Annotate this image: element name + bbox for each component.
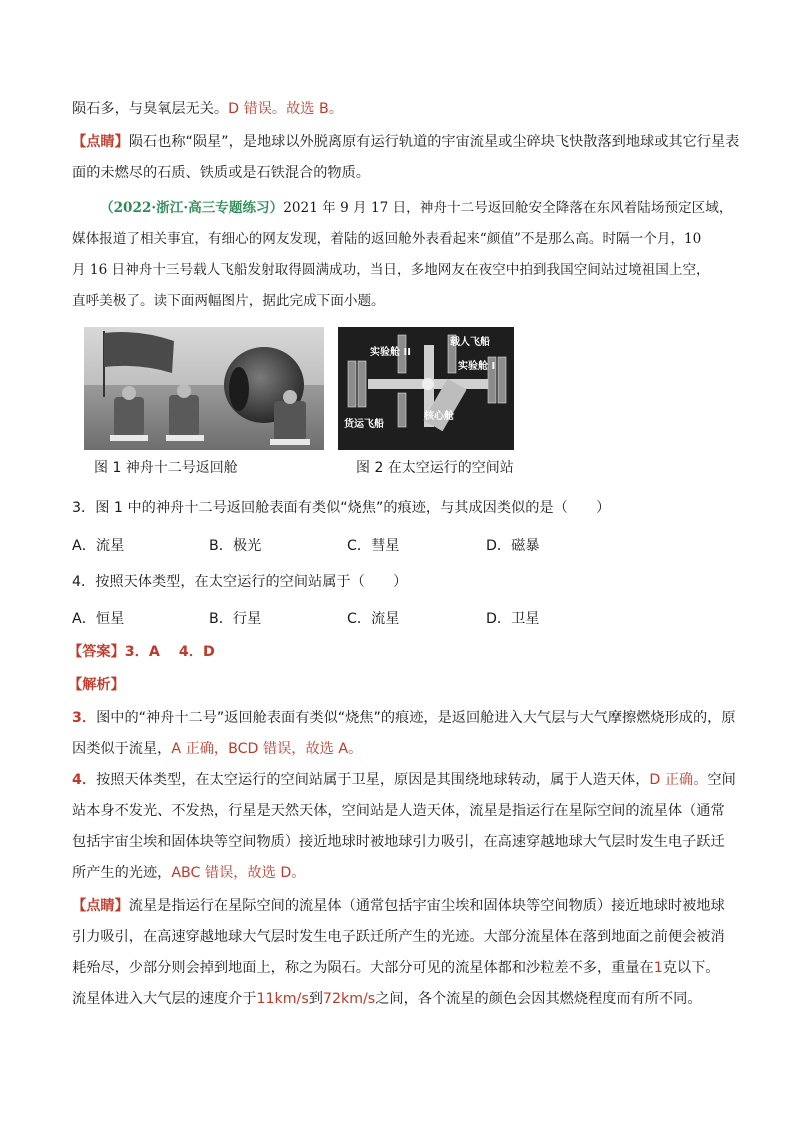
capsule-photo-drawing bbox=[84, 327, 324, 450]
analysis-q3-number: 3． bbox=[72, 710, 97, 726]
tip2-line1 bbox=[72, 896, 725, 916]
answer-label: 【答案】 bbox=[68, 644, 125, 660]
tip2-text3b: 克以下。 bbox=[662, 960, 720, 976]
label-crew-ship: 载人飞船 bbox=[450, 337, 490, 348]
analysis-q4-line1 bbox=[72, 770, 736, 790]
analysis-q4-conclusion: D 正确。 bbox=[649, 772, 708, 788]
analysis-q4-text4: 所产生的光迹， bbox=[72, 865, 172, 881]
tip1-line1 bbox=[72, 132, 740, 152]
tip2-speed-min: 11km/s bbox=[256, 991, 309, 1007]
analysis-q4-line4 bbox=[72, 863, 722, 883]
question-3-stem bbox=[72, 498, 722, 518]
passage-line1 bbox=[100, 198, 750, 218]
figure1-capsule-photo bbox=[84, 327, 324, 450]
tip2-text4a: 流星体进入大气层的速度介于 bbox=[72, 991, 257, 1007]
prev-tail-answer: D 错误。故选 B。 bbox=[228, 101, 343, 117]
label-lab-module-2: 实验舱 II bbox=[370, 347, 411, 358]
analysis-label: 【解析】 bbox=[68, 677, 125, 693]
tip2-text2: 引力吸引，在高速穿越地球大气层时发生电子跃迁所产生的光迹。大部分流星体在落到地面之前便会被消 bbox=[72, 929, 725, 945]
analysis-q3-line1 bbox=[72, 708, 736, 728]
analysis-q4-text1b: 空间 bbox=[707, 772, 736, 788]
question-source: （2022·浙江·高三专题练习） bbox=[100, 200, 284, 216]
tip2-line2 bbox=[72, 927, 725, 947]
analysis-q4-text1: 按照天体类型，在太空运行的空间站属于卫星，原因是其围绕地球转动，属于人造天体， bbox=[96, 772, 650, 788]
label-lab-module-1: 实验舱 I bbox=[458, 361, 496, 372]
q3-option-d: D．磁暴 bbox=[486, 538, 540, 554]
tip1-line2 bbox=[72, 163, 722, 183]
tip2-text1: 流星是指运行在星际空间的流星体（通常包括宇宙尘埃和固体块等空间物质）接近地球时被地球 bbox=[128, 898, 725, 914]
analysis-q4-line3 bbox=[72, 832, 725, 852]
q4-option-d: D．卫星 bbox=[486, 611, 540, 627]
prev-answer-tail bbox=[72, 99, 722, 119]
analysis-q3-text2: 因类似于流星， bbox=[72, 741, 172, 757]
tip2-weight-number: 1 bbox=[653, 960, 663, 976]
passage-text4: 直呼美极了。读下面两幅图片，据此完成下面小题。 bbox=[72, 293, 385, 309]
q4-option-c: C．流星 bbox=[347, 611, 400, 627]
tip1-text2: 面的未燃尽的石质、铁质或是石铁混合的物质。 bbox=[72, 165, 370, 181]
tip2-label: 【点睛】 bbox=[72, 898, 129, 914]
q4-option-b: B．行星 bbox=[209, 611, 262, 627]
figure1-caption: 图 1 神舟十二号返回舱 bbox=[94, 460, 238, 476]
tip1-text: 陨石也称“陨星”，是地球以外脱离原有运行轨道的宇宙流星或尘碎块飞快散落到地球或其它行星表 bbox=[128, 134, 740, 150]
tip2-text4b: 到 bbox=[308, 991, 323, 1007]
passage-line3 bbox=[72, 260, 722, 280]
label-cargo-ship: 货运飞船 bbox=[344, 419, 384, 430]
analysis-q3-conclusion: A 正确，BCD 错误，故选 A。 bbox=[171, 741, 363, 757]
tip1-label: 【点睛】 bbox=[72, 134, 129, 150]
answer-line bbox=[68, 642, 718, 662]
passage-text3: 月 16 日神舟十三号载人飞船发射取得圆满成功，当日，多地网友在夜空中拍到我国空间站过境祖国上空， bbox=[72, 262, 710, 278]
q4-stem-text: 4．按照天体类型，在太空运行的空间站属于（ ） bbox=[72, 574, 408, 590]
analysis-q4-final: ABC 错误，故选 D。 bbox=[171, 865, 306, 881]
analysis-q3-text1: 图中的“神舟十二号”返回舱表面有类似“烧焦”的痕迹，是返回舱进入大气层与大气摩擦燃烧形成的，原 bbox=[96, 710, 736, 726]
question-4-stem bbox=[72, 572, 722, 592]
passage-line2 bbox=[72, 229, 722, 249]
tip2-text4c: 之间，各个流星的颜色会因其燃烧程度而有所不同。 bbox=[375, 991, 702, 1007]
label-core-module: 核心舱 bbox=[424, 411, 454, 422]
analysis-q4-line2 bbox=[72, 801, 725, 821]
analysis-label-line bbox=[68, 675, 718, 695]
prev-tail-text: 陨石多，与臭氧层无关。 bbox=[72, 101, 229, 117]
tip2-speed-max: 72km/s bbox=[322, 991, 376, 1007]
q3-option-b: B．极光 bbox=[209, 538, 262, 554]
answer-text: 3．A 4．D bbox=[124, 644, 215, 660]
analysis-q3-line2 bbox=[72, 739, 722, 759]
figure2-caption: 图 2 在太空运行的空间站 bbox=[356, 460, 514, 476]
figure2-space-station-photo bbox=[338, 327, 514, 450]
q4-option-a: A．恒星 bbox=[72, 611, 125, 627]
q3-option-c: C．彗星 bbox=[347, 538, 400, 554]
analysis-q4-text3: 包括宇宙尘埃和固体块等空间物质）接近地球时被地球引力吸引，在高速穿越地球大气层时发生电子跃迁 bbox=[72, 834, 725, 850]
passage-text2: 媒体报道了相关事宜，有细心的网友发现，着陆的返回舱外表看起来“颜值”不是那么高。时隔一个月，10 bbox=[72, 231, 702, 247]
tip2-line3 bbox=[72, 958, 722, 978]
passage-line4 bbox=[72, 291, 722, 311]
q3-stem-text: 3．图 1 中的神舟十二号返回舱表面有类似“烧焦”的痕迹，与其成因类似的是（ ） bbox=[72, 500, 611, 516]
analysis-q4-number: 4． bbox=[72, 772, 97, 788]
tip2-text3: 耗殆尽，少部分则会掉到地面上，称之为陨石。大部分可见的流星体都和沙粒差不多，重量在 bbox=[72, 960, 654, 976]
q3-option-a: A．流星 bbox=[72, 538, 125, 554]
passage-text1: 2021 年 9 月 17 日，神舟十二号返回舱安全降落在东风着陆场预定区域， bbox=[283, 200, 733, 216]
analysis-q4-text2: 站本身不发光、不发热，行星是天然天体，空间站是人造天体，流星是指运行在星际空间的流星体（通常 bbox=[72, 803, 725, 819]
tip2-line4 bbox=[72, 989, 722, 1009]
